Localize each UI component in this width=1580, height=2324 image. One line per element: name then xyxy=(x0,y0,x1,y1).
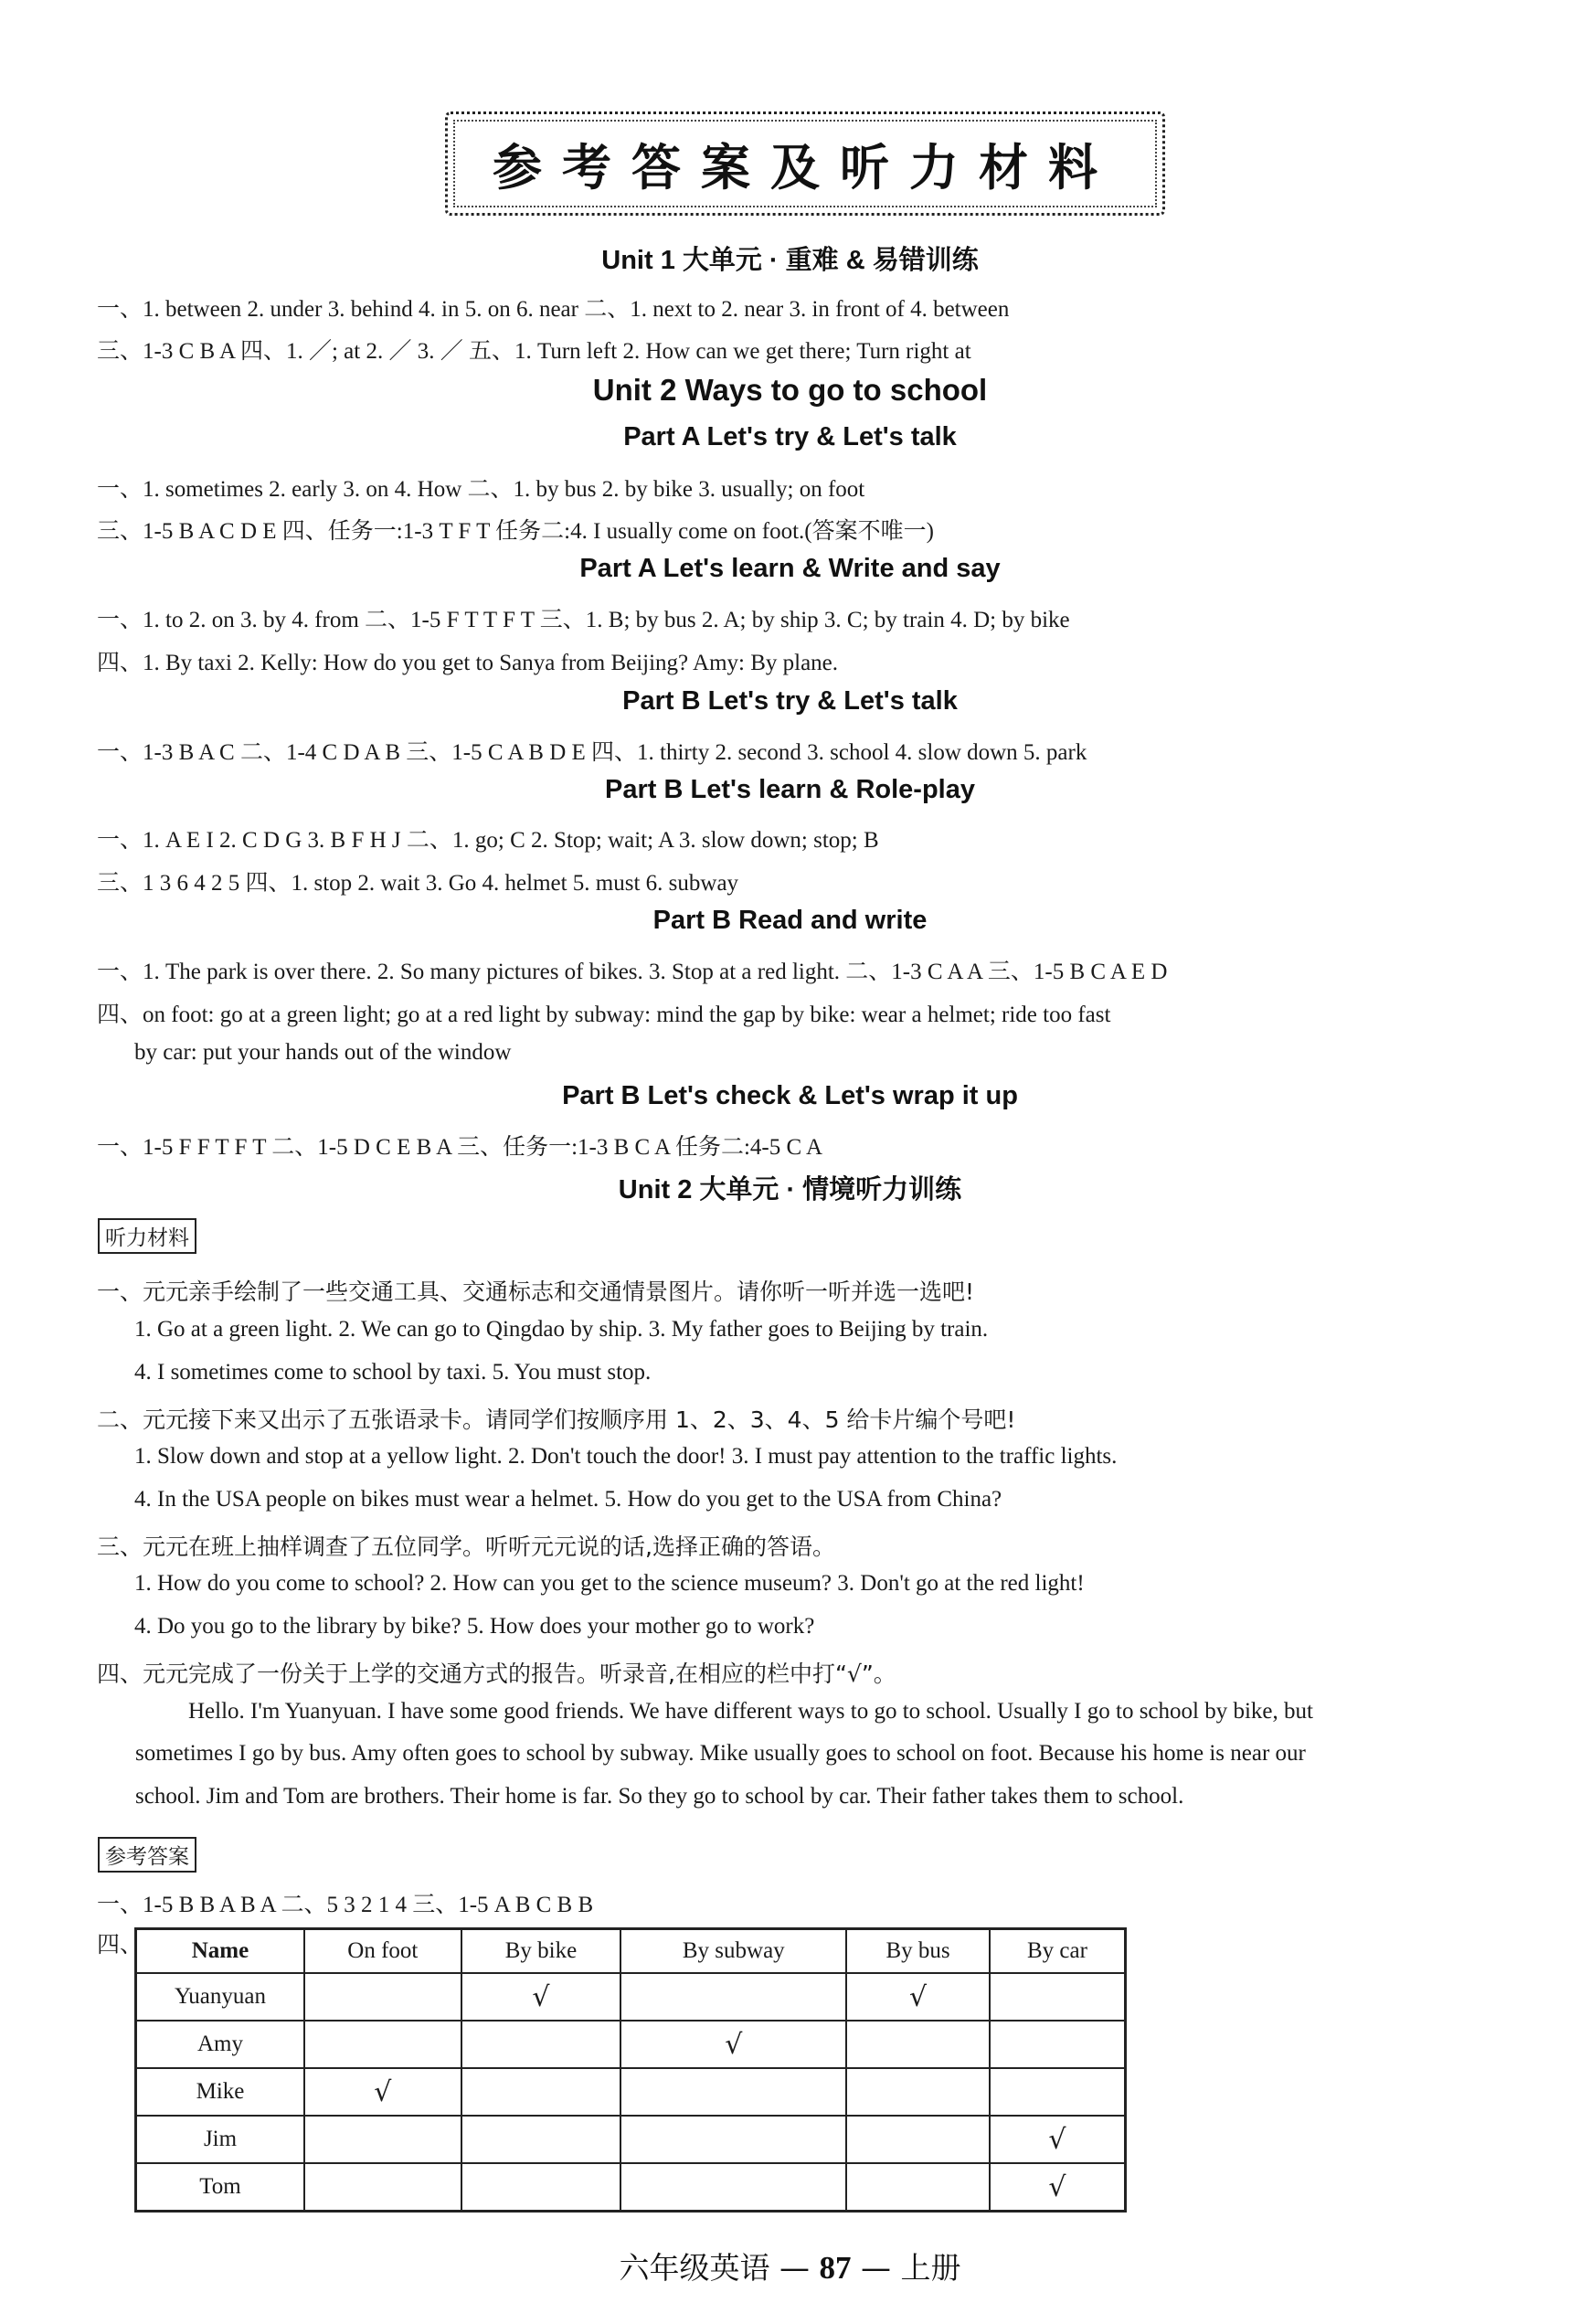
table-cell xyxy=(304,2163,461,2212)
table-cell xyxy=(620,2116,846,2163)
footer-volume: — 上册 xyxy=(861,2250,961,2286)
partB2-line-1: 一、1. A E I 2. C D G 3. B F H J 二、1. go; C 2. Stop; wait; A 3. slow down; stop; B xyxy=(97,828,879,853)
table-row xyxy=(136,1973,1126,2021)
header-by-bike: By bike xyxy=(461,1929,621,1974)
table-cell xyxy=(304,2116,461,2163)
partB1-heading: Part B Let's try & Let's talk xyxy=(622,686,958,716)
table-cell: √ xyxy=(304,2068,461,2116)
table-cell xyxy=(304,2021,461,2068)
partB3-line-1: 一、1. The park is over there. 2. So many pictures of bikes. 3. Stop at a red light. 二、1-3 C A A 三、1-5 B C A E D xyxy=(97,960,1168,984)
page-number: 87 xyxy=(819,2250,852,2286)
table-cell xyxy=(620,2068,846,2116)
partA2-line-2: 四、1. By taxi 2. Kelly: How do you get to Sanya from Beijing? Amy: By plane. xyxy=(97,651,839,675)
table-cell xyxy=(620,2163,846,2212)
header-by-car: By car xyxy=(990,1929,1126,1974)
q2-line-1: 1. Slow down and stop at a yellow light. 2. Don't touch the door! 3. I must pay attention to the traffic lights. xyxy=(134,1444,1118,1469)
partB2-line-2: 三、1 3 6 4 2 5 四、1. stop 2. wait 3. Go 4. helmet 5. must 6. subway xyxy=(97,871,739,896)
unit1-line-1: 一、1. between 2. under 3. behind 4. in 5. on 6. near 二、1. next to 2. near 3. in front of 4. between xyxy=(97,297,1010,322)
table-header-row xyxy=(136,1929,1126,1974)
q1-line-1: 1. Go at a green light. 2. We can go to Qingdao by ship. 3. My father goes to Beijing by train. xyxy=(134,1317,989,1342)
table-cell xyxy=(990,2068,1126,2116)
partB4-heading: Part B Let's check & Let's wrap it up xyxy=(562,1081,1018,1110)
partB4-line-1: 一、1-5 F F T F T 二、1-5 D C E B A 三、任务一:1-3 B C A 任务二:4-5 C A xyxy=(97,1135,823,1160)
partA1-line-1: 一、1. sometimes 2. early 3. on 4. How 二、1. by bus 2. by bike 3. usually; on foot xyxy=(97,477,865,502)
footer-subject: 六年级英语 — xyxy=(619,2250,810,2286)
header-name: Name xyxy=(136,1929,305,1974)
table-cell: √ xyxy=(461,1973,621,2021)
table-cell xyxy=(846,2163,990,2212)
table-cell: √ xyxy=(846,1973,990,2021)
table-label: 四、 xyxy=(97,1931,143,1958)
table-cell xyxy=(846,2116,990,2163)
table-cell-name: Mike xyxy=(136,2068,305,2116)
unit1-line-2: 三、1-3 C B A 四、1. ／; at 2. ／ 3. ／ 五、1. Turn left 2. How can we get there; Turn right at xyxy=(97,339,971,364)
partA1-heading: Part A Let's try & Let's talk xyxy=(623,422,957,451)
header-by-bus: By bus xyxy=(846,1929,990,1974)
q2-line-2: 4. In the USA people on bikes must wear a helmet. 5. How do you get to the USA from China? xyxy=(134,1487,1002,1512)
table-cell xyxy=(304,1973,461,2021)
table-cell: √ xyxy=(990,2116,1126,2163)
answer-table xyxy=(134,1927,1127,2213)
table-cell-name: Amy xyxy=(136,2021,305,2068)
table-cell-name: Tom xyxy=(136,2163,305,2212)
table-row xyxy=(136,2163,1126,2212)
table-cell xyxy=(461,2068,621,2116)
table-cell: √ xyxy=(990,2163,1126,2212)
partB2-heading: Part B Let's learn & Role-play xyxy=(605,775,975,804)
title-box xyxy=(445,111,1165,216)
q3-line-2: 4. Do you go to the library by bike? 5. How does your mother go to work? xyxy=(134,1614,815,1639)
partB3-heading: Part B Read and write xyxy=(652,906,928,935)
table-cell xyxy=(990,1973,1126,2021)
q2-intro: 二、元元接下来又出示了五张语录卡。请同学们按顺序用 1、2、3、4、5 给卡片编个号吧! xyxy=(97,1406,1016,1433)
table-cell xyxy=(990,2021,1126,2068)
partA2-heading: Part A Let's learn & Write and say xyxy=(579,554,1001,583)
table-cell-name: Yuanyuan xyxy=(136,1973,305,2021)
q3-line-1: 1. How do you come to school? 2. How can you get to the science museum? 3. Don't go at the red light! xyxy=(134,1571,1085,1596)
table-cell: √ xyxy=(620,2021,846,2068)
partB1-line-1: 一、1-3 B A C 二、1-4 C D A B 三、1-5 C A B D E 四、1. thirty 2. second 3. school 4. slow down 5. park xyxy=(97,740,1087,765)
table-cell xyxy=(461,2116,621,2163)
q4-para-1: Hello. I'm Yuanyuan. I have some good friends. We have different ways to go to school. Usually I go to school by bike, but xyxy=(188,1699,1313,1724)
partA1-line-2: 三、1-5 B A C D E 四、任务一:1-3 T F T 任务二:4. I usually come on foot.(答案不唯一) xyxy=(97,519,934,544)
table-cell xyxy=(846,2068,990,2116)
unit1-heading: Unit 1 大单元 · 重难 & 易错训练 xyxy=(601,246,979,275)
table-cell-name: Jim xyxy=(136,2116,305,2163)
materials-tag: 听力材料 xyxy=(98,1218,196,1254)
table-cell xyxy=(461,2021,621,2068)
unit2-heading: Unit 2 Ways to go to school xyxy=(592,373,988,407)
q3-intro: 三、元元在班上抽样调查了五位同学。听听元元说的话,选择正确的答语。 xyxy=(97,1533,835,1560)
table-cell xyxy=(846,2021,990,2068)
table-row xyxy=(136,2068,1126,2116)
table-cell xyxy=(620,1973,846,2021)
q4-intro: 四、元元完成了一份关于上学的交通方式的报告。听录音,在相应的栏中打“√”。 xyxy=(97,1661,896,1687)
answers-tag: 参考答案 xyxy=(98,1837,196,1873)
table-row xyxy=(136,2021,1126,2068)
q4-para-2: sometimes I go by bus. Amy often goes to school by subway. Mike usually goes to school on foot. Because his home is near our xyxy=(135,1741,1306,1766)
partB3-line-2: 四、on foot: go at a green light; go at a red light by subway: mind the gap by bike: wear a helmet; ride too fast xyxy=(97,1003,1111,1027)
answers-line: 一、1-5 B B A B A 二、5 3 2 1 4 三、1-5 A B C B B xyxy=(97,1893,594,1917)
partA2-line-1: 一、1. to 2. on 3. by 4. from 二、1-5 F T T F T 三、1. B; by bus 2. A; by ship 3. C; by train 4. D; by bike xyxy=(97,608,1070,632)
header-on-foot: On foot xyxy=(304,1929,461,1974)
page-title: 参考答案及听力材料 xyxy=(493,137,1118,196)
q1-intro: 一、元元亲手绘制了一些交通工具、交通标志和交通情景图片。请你听一听并选一选吧! xyxy=(97,1279,975,1305)
q4-para-3: school. Jim and Tom are brothers. Their home is far. So they go to school by car. Their father takes them to school. xyxy=(135,1784,1184,1809)
q1-line-2: 4. I sometimes come to school by taxi. 5. You must stop. xyxy=(134,1360,652,1385)
page-footer xyxy=(0,2244,1580,2287)
table-cell xyxy=(461,2163,621,2212)
table-row xyxy=(136,2116,1126,2163)
partB3-line-3: by car: put your hands out of the window xyxy=(134,1040,512,1065)
header-by-subway: By subway xyxy=(620,1929,846,1974)
unit2big-heading: Unit 2 大单元 · 情境听力训练 xyxy=(618,1175,962,1204)
